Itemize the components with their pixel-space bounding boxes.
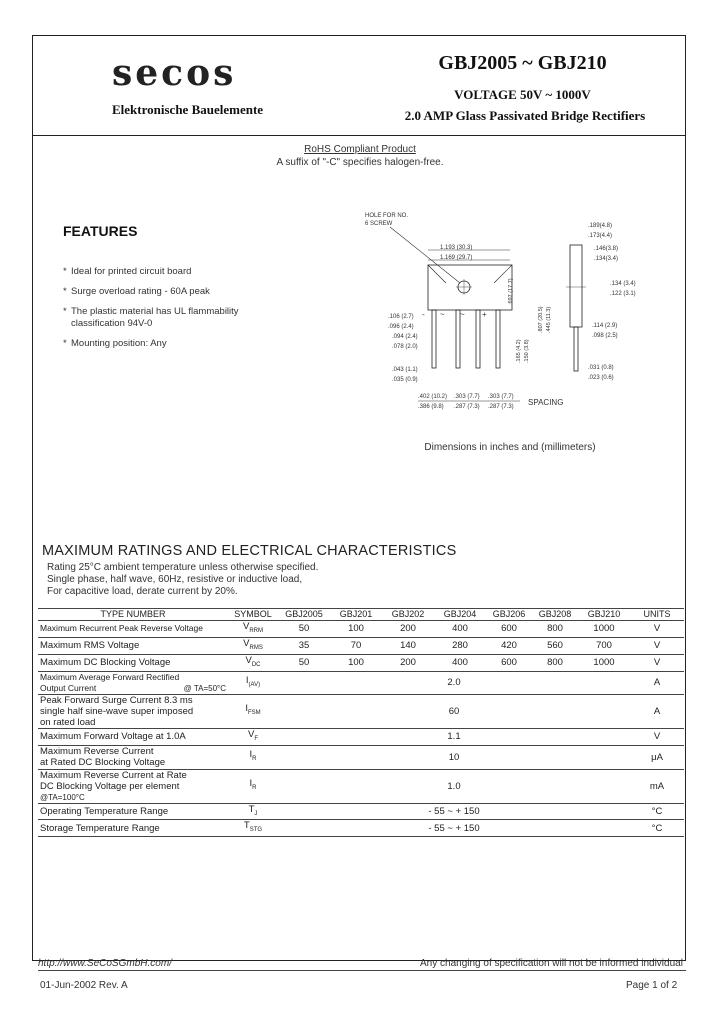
- header-divider: [32, 135, 686, 136]
- column-header: SYMBOL: [228, 609, 278, 621]
- unit-cell: mA: [630, 769, 684, 803]
- value-cell: 1.1: [278, 728, 630, 745]
- package-body: [422, 265, 512, 319]
- symbol-cell: $I_R$: [228, 769, 278, 803]
- value-cell: - 55 ~ + 150: [278, 820, 630, 837]
- dim-l3: .094 (2.4): [392, 334, 418, 340]
- part-number-title: GBJ2005 ~ GBJ210: [438, 52, 607, 74]
- features-list: [63, 266, 263, 358]
- table-row: [38, 803, 684, 820]
- dim-b: .134(3.4): [594, 256, 619, 262]
- rohs-line-2: A suffix of "-C" specifies halogen-free.: [276, 157, 444, 168]
- rohs-note: [230, 143, 490, 169]
- symbol-cell: $V_{DC}$: [228, 654, 278, 671]
- value-cell: 2.0: [278, 671, 630, 694]
- dim-r1: .114 (2.9): [592, 323, 618, 329]
- dim-hole-2: .122 (3.1): [610, 291, 636, 297]
- spacing-3a: .303 (7.7): [488, 394, 514, 400]
- svg-text:~: ~: [440, 310, 445, 319]
- value-cell: 50: [278, 654, 330, 671]
- column-header: GBJ206: [486, 609, 532, 621]
- dim-r4: .023 (0.6): [588, 375, 614, 381]
- spec-change-notice: Any changing of specification will not be informed individual: [420, 958, 683, 969]
- value-cell: 280: [434, 637, 486, 654]
- symbol-cell: $I_R$: [228, 745, 278, 769]
- value-cell: 200: [382, 621, 434, 638]
- value-cell: - 55 ~ + 150: [278, 803, 630, 820]
- ratings-note-1: Rating 25°C ambient temperature unless otherwise specified.: [47, 562, 319, 573]
- dim-top2: .173(4.4): [588, 233, 613, 239]
- dim-l5: .043 (1.1): [392, 367, 418, 373]
- param-cell: Maximum Recurrent Peak Reverse Voltage: [38, 621, 228, 638]
- footer-divider: [38, 970, 686, 971]
- dim-l6: .035 (0.9): [392, 377, 418, 383]
- dim-hole-1: .134 (3.4): [610, 281, 636, 287]
- table-row: [38, 728, 684, 745]
- feature-item: * Surge overload rating - 60A peak: [63, 286, 263, 298]
- param-cell: Maximum DC Blocking Voltage: [38, 654, 228, 671]
- table-row: [38, 637, 684, 654]
- value-cell: 60: [278, 694, 630, 728]
- dim-l2: .096 (2.4): [388, 324, 414, 330]
- symbol-cell: $T_J$: [228, 803, 278, 820]
- param-cell: Storage Temperature Range: [38, 820, 228, 837]
- value-cell: 560: [532, 637, 578, 654]
- spacing-1b: .386 (9.8): [418, 404, 444, 410]
- value-cell: 420: [486, 637, 532, 654]
- symbol-cell: $I_{FSM}$: [228, 694, 278, 728]
- dim-v1: .697 (17.7): [508, 278, 514, 305]
- value-cell: 100: [330, 621, 382, 638]
- spacing-3b: .287 (7.3): [488, 404, 514, 410]
- secos-logo: secos: [112, 52, 237, 94]
- dim-a: .146(3.8): [594, 246, 619, 252]
- unit-cell: °C: [630, 803, 684, 820]
- value-cell: 10: [278, 745, 630, 769]
- value-cell: 1.0: [278, 769, 630, 803]
- symbol-cell: $T_{STG}$: [228, 820, 278, 837]
- value-cell: 800: [532, 621, 578, 638]
- value-cell: 600: [486, 621, 532, 638]
- dim-width-max: 1.193 (30.3): [440, 245, 473, 251]
- ratings-notes: [47, 562, 318, 598]
- column-header: GBJ201: [330, 609, 382, 621]
- dim-l4: .078 (2.0): [392, 344, 418, 350]
- value-cell: 600: [486, 654, 532, 671]
- value-cell: 1000: [578, 654, 630, 671]
- param-cell: Maximum RMS Voltage: [38, 637, 228, 654]
- feature-item: * Mounting position: Any: [63, 338, 263, 350]
- symbol-cell: $V_{RRM}$: [228, 621, 278, 638]
- spacing-1a: .402 (10.2): [418, 394, 448, 400]
- table-row: [38, 694, 684, 728]
- value-cell: 1000: [578, 621, 630, 638]
- spacing-label: SPACING: [528, 398, 564, 407]
- dim-lead: .445 (11.3): [546, 306, 552, 333]
- page-number: Page 1 of 2: [626, 980, 678, 991]
- symbol-cell: $I_{(AV)}$: [228, 671, 278, 694]
- package-dimension-drawing: [360, 205, 680, 415]
- symbol-cell: $V_F$: [228, 728, 278, 745]
- column-header: UNITS: [630, 609, 684, 621]
- product-description: 2.0 AMP Glass Passivated Bridge Rectifiers: [404, 108, 646, 123]
- column-header: GBJ204: [434, 609, 486, 621]
- value-cell: 140: [382, 637, 434, 654]
- dim-v4: .150 (3.8): [524, 339, 530, 363]
- dimensions-note: Dimensions in inches and (millimeters): [424, 442, 596, 453]
- table-row: [38, 671, 684, 694]
- feature-item: * Ideal for printed circuit board: [63, 266, 263, 278]
- column-header: GBJ210: [578, 609, 630, 621]
- value-cell: 800: [532, 654, 578, 671]
- dim-v3: .165 (4.2): [516, 339, 522, 363]
- dim-r2: .098 (2.5): [592, 333, 618, 339]
- unit-cell: μA: [630, 745, 684, 769]
- param-cell: Peak Forward Surge Current 8.3 ms single half sine-wave super imposed on rated load: [38, 694, 228, 728]
- table-row: [38, 654, 684, 671]
- param-cell: Operating Temperature Range: [38, 803, 228, 820]
- ratings-note-3: For capacitive load, derate current by 20%.: [47, 586, 238, 597]
- dim-width-min: 1.169 (29.7): [440, 255, 473, 261]
- param-cell: Maximum Reverse Current at Rate DC Blocking Voltage per element @TA=100°C: [38, 769, 228, 803]
- revision-date: 01-Jun-2002 Rev. A: [40, 980, 128, 991]
- column-header: GBJ208: [532, 609, 578, 621]
- value-cell: 400: [434, 654, 486, 671]
- unit-cell: A: [630, 671, 684, 694]
- hole-label-1: HOLE FOR NO.: [365, 213, 409, 219]
- value-cell: 50: [278, 621, 330, 638]
- unit-cell: A: [630, 694, 684, 728]
- svg-text:~: ~: [460, 310, 465, 319]
- unit-cell: V: [630, 654, 684, 671]
- company-tagline: Elektronische Bauelemente: [112, 102, 264, 117]
- ratings-table: [38, 608, 684, 837]
- svg-text:-: -: [422, 310, 425, 319]
- value-cell: 100: [330, 654, 382, 671]
- ratings-title: MAXIMUM RATINGS AND ELECTRICAL CHARACTERISTICS: [42, 543, 457, 559]
- column-header: TYPE NUMBER: [38, 609, 228, 621]
- table-row: [38, 820, 684, 837]
- feature-item: * The plastic material has UL flammability classification 94V-0: [63, 306, 263, 330]
- value-cell: 400: [434, 621, 486, 638]
- param-cell: Maximum Reverse Current at Rated DC Blocking Voltage: [38, 745, 228, 769]
- unit-cell: °C: [630, 820, 684, 837]
- unit-cell: V: [630, 728, 684, 745]
- dim-l1: .106 (2.7): [388, 314, 414, 320]
- param-cell: Maximum Average Forward Rectified Output Current @ TA=50°C: [40, 671, 226, 693]
- spacing-2a: .303 (7.7): [454, 394, 480, 400]
- company-website-link[interactable]: http://www.SeCoSGmbH.com/: [38, 958, 172, 969]
- svg-text:+: +: [482, 310, 487, 319]
- value-cell: 700: [578, 637, 630, 654]
- voltage-range: VOLTAGE 50V ~ 1000V: [454, 87, 591, 102]
- table-header-row: [38, 609, 684, 621]
- value-cell: 200: [382, 654, 434, 671]
- symbol-cell: $V_{RMS}$: [228, 637, 278, 654]
- value-cell: 70: [330, 637, 382, 654]
- unit-cell: V: [630, 637, 684, 654]
- column-header: GBJ2005: [278, 609, 330, 621]
- value-cell: 35: [278, 637, 330, 654]
- table-row: [38, 769, 684, 803]
- hole-label-2: 6 SCREW: [365, 221, 393, 227]
- unit-cell: V: [630, 621, 684, 638]
- table-row: [38, 745, 684, 769]
- param-cell: Maximum Forward Voltage at 1.0A: [38, 728, 228, 745]
- dim-body: .807 (20.5): [538, 306, 544, 333]
- dim-r3: .031 (0.8): [588, 365, 614, 371]
- column-header: GBJ202: [382, 609, 434, 621]
- dim-top1: .189(4.8): [588, 223, 613, 229]
- table-row: [38, 621, 684, 638]
- ratings-note-2: Single phase, half wave, 60Hz, resistive or inductive load,: [47, 574, 303, 585]
- spacing-2b: .287 (7.3): [454, 404, 480, 410]
- package-side-view: [566, 245, 586, 371]
- rohs-line-1: RoHS Compliant Product: [304, 144, 416, 155]
- features-title: FEATURES: [63, 223, 138, 239]
